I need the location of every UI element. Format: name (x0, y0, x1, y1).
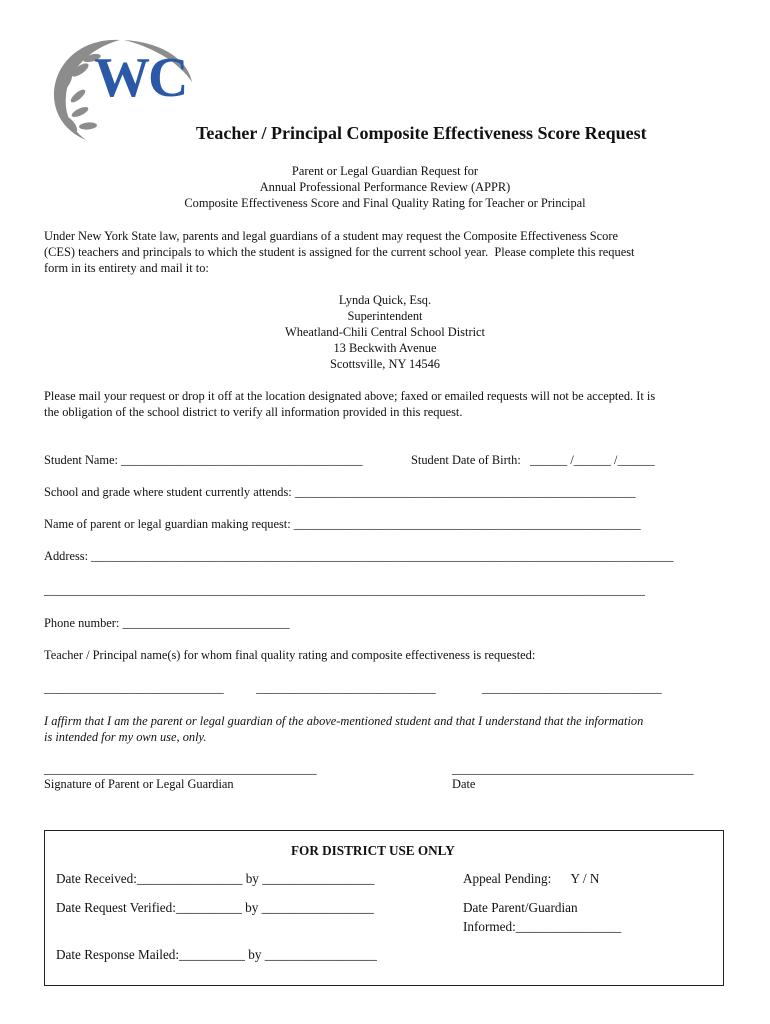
signature-field[interactable]: ____________________________________________ (44, 762, 317, 776)
mailing-address-city: Scottsville, NY 14546 (329, 357, 441, 371)
district-use-box (44, 830, 724, 986)
address-field-line-2[interactable]: _________________________________________________________________________________________________ (44, 583, 645, 597)
mailing-address-district: Wheatland-Chili Central School District (285, 325, 485, 339)
affirmation-line-1: I affirm that I am the parent or legal guardian of the above-mentioned student and that I understand that the information (44, 714, 644, 728)
parent-name-field[interactable]: Name of parent or legal guardian making request: ________________________________________________________ (44, 517, 641, 531)
subtitle-line-3: Composite Effectiveness Score and Final Quality Rating for Teacher or Principal (184, 196, 586, 210)
phone-field[interactable]: Phone number: ___________________________ (44, 616, 290, 630)
intro-line-2: (CES) teachers and principals to which the student is assigned for the current school year. Please complete this request (44, 245, 635, 259)
teacher-name-field-2[interactable]: _____________________________ (256, 681, 436, 695)
teacher-names-prompt: Teacher / Principal name(s) for whom final quality rating and composite effectiveness is requested: (44, 648, 536, 662)
date-informed-label: Date Parent/Guardian (463, 900, 578, 915)
student-name-field[interactable]: Student Name: _______________________________________ (44, 453, 363, 467)
appeal-pending-field[interactable]: Appeal Pending: Y / N (463, 871, 600, 886)
date-informed-field[interactable]: Informed:________________ (463, 919, 622, 934)
date-response-mailed-field[interactable]: Date Response Mailed:__________ by _________________ (56, 947, 377, 962)
signature-date-field[interactable]: _______________________________________ (452, 762, 694, 776)
logo-monogram: WC (94, 47, 187, 109)
date-request-verified-field[interactable]: Date Request Verified:__________ by _________________ (56, 900, 374, 915)
signature-label: Signature of Parent or Legal Guardian (44, 777, 234, 791)
subtitle-line-2: Annual Professional Performance Review (APPR) (259, 180, 511, 194)
notice-line-1: Please mail your request or drop it off at the location designated above; faxed or emailed requests will not be accepted. It is (44, 389, 656, 403)
student-dob-field[interactable]: Student Date of Birth: ______ /______ /______ (411, 453, 655, 467)
district-logo (42, 34, 202, 144)
district-use-heading: FOR DISTRICT USE ONLY (291, 843, 455, 858)
address-field[interactable]: Address: ______________________________________________________________________________________________ (44, 549, 674, 563)
mailing-address-street: 13 Beckwith Avenue (333, 341, 437, 355)
page-title: Teacher / Principal Composite Effectiveness Score Request (196, 123, 647, 143)
subtitle-line-1: Parent or Legal Guardian Request for (291, 164, 479, 178)
affirmation-line-2: is intended for my own use, only. (44, 730, 207, 744)
date-received-field[interactable]: Date Received:________________ by _________________ (56, 871, 375, 886)
teacher-name-field-1[interactable]: _____________________________ (44, 681, 224, 695)
mailing-address-title: Superintendent (347, 309, 423, 323)
intro-line-3: form in its entirety and mail it to: (44, 261, 209, 275)
mailing-address-name: Lynda Quick, Esq. (338, 293, 432, 307)
teacher-name-field-3[interactable]: _____________________________ (482, 681, 662, 695)
notice-line-2: the obligation of the school district to verify all information provided in this request. (44, 405, 463, 419)
school-grade-field[interactable]: School and grade where student currently attends: _______________________________________________________ (44, 485, 636, 499)
intro-line-1: Under New York State law, parents and legal guardians of a student may request the Composite Effectiveness Score (44, 229, 618, 243)
signature-date-label: Date (452, 777, 476, 791)
